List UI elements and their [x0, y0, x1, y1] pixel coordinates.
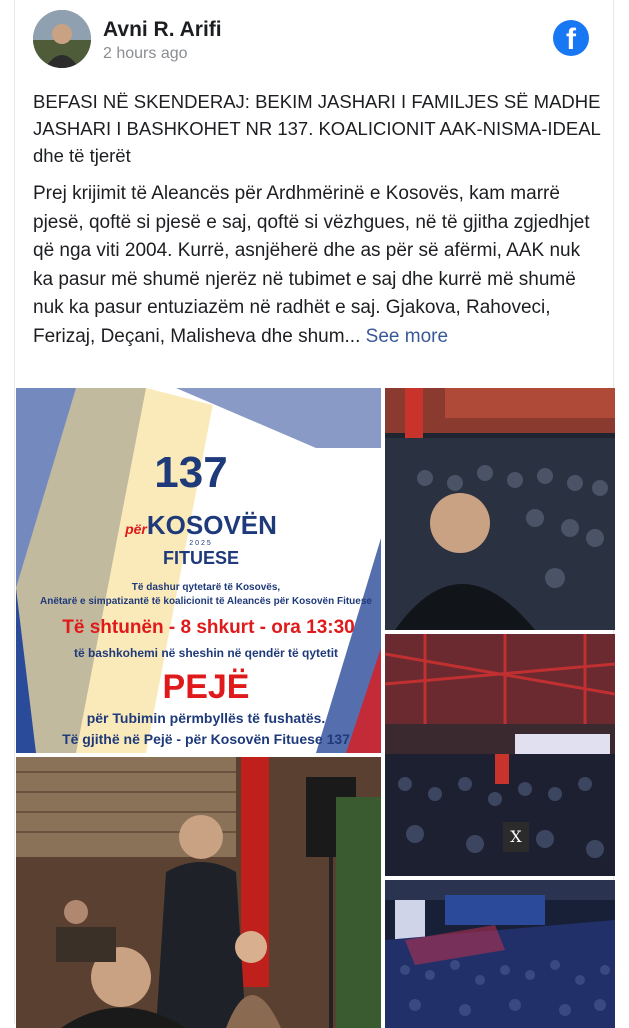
poster-number: 137: [154, 448, 228, 497]
speech-photo[interactable]: [16, 757, 381, 1028]
arena-photo[interactable]: [385, 634, 615, 876]
post-body: [33, 180, 603, 351]
stadium-photo[interactable]: [385, 880, 615, 1028]
poster-greeting-2: Anëtarë e simpatizantë të koalicionit të Aleancës për Kosovën Fituese: [40, 596, 372, 607]
poster-rally: për Tubimin përmbyllës të fushatës.: [86, 710, 326, 726]
poster-kosoven: KOSOVËN: [146, 510, 277, 540]
post-header: [33, 10, 603, 70]
post-timestamp[interactable]: 2 hours ago: [103, 45, 188, 62]
see-more-link[interactable]: See more: [365, 325, 449, 347]
poster-city: PEJË: [162, 668, 250, 706]
avatar[interactable]: [33, 10, 91, 68]
close-overlay-button[interactable]: X: [503, 822, 529, 852]
post-card: [14, 0, 614, 1024]
poster-per: për: [125, 521, 147, 537]
rally-poster-image[interactable]: [16, 388, 381, 753]
poster-fituese: FITUESE: [162, 548, 239, 568]
photo-grid: [15, 388, 615, 1028]
post-title: BEFASI NË SKENDERAJ: BEKIM JASHARI I FAMILJES SË MADHE JASHARI I BASHKOHET NR 137. KOALICIONIT AAK-NISMA-IDEAL dhe të tjerët: [33, 91, 601, 166]
poster-greeting: Të dashur qytetarë të Kosovës,: [131, 582, 281, 593]
crowd-photo-1[interactable]: [385, 388, 615, 630]
poster-slogan: [96, 510, 306, 541]
poster-join: të bashkohemi në sheshin në qendër të qytetit: [73, 646, 339, 660]
author-name[interactable]: Avni R. Arifi: [103, 18, 222, 41]
post-body-text: Prej krijimit të Aleancës për Ardhmërinë e Kosovës, kam marrë pjesë, qoftë si pjesë e saj, qoftë si vëzhgues, në të gjitha zgjedhjet që nga viti 2004. Kurrë, asnjëherë dhe as për së afërmi, AAK nuk ka pasur më shumë njerëz në tubimet e saj dhe kurrë më shumë nuk ka pasur entuziazëm në radhët e saj. Gjakova, Rahoveci, Ferizaj, Deçani, Malisheva dhe shum...: [33, 183, 590, 347]
poster-year: 2025: [189, 540, 213, 547]
poster-all: Të gjithë në Pejë - për Kosovën Fituese 137: [62, 731, 350, 747]
poster-date: Të shtunën - 8 shkurt - ora 13:30: [62, 617, 355, 638]
facebook-icon: f: [553, 20, 589, 56]
